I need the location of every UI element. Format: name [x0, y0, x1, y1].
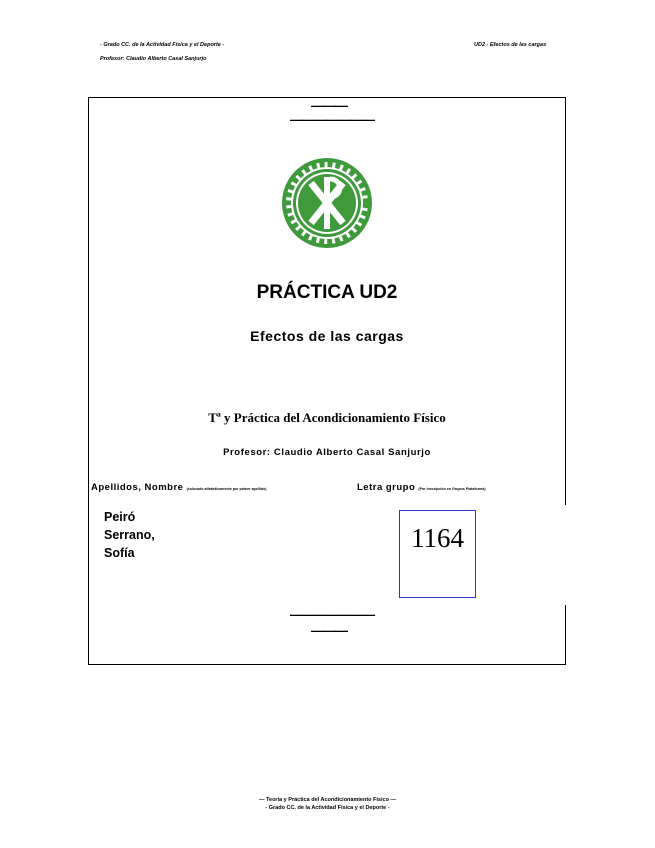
header-unit: UD2 - Efectos de las cargas — [474, 42, 547, 48]
name-label-note: (colocado alfabéticamente por primer apellido) — [186, 487, 267, 491]
bottom-dash-short: ——— — [311, 623, 347, 638]
professor-line: Profesor: Claudio Alberto Casal Sanjurjo — [223, 447, 431, 458]
top-dash-short: ——— — [311, 98, 347, 113]
page-title: PRÁCTICA UD2 — [256, 282, 398, 303]
group-number: 1164 — [411, 523, 464, 553]
university-seal-icon — [281, 157, 373, 249]
student-name: Peiró Serrano, Sofía — [104, 510, 155, 560]
name-label: Apellidos, Nombre (colocado alfabéticamente por primer apellido) — [91, 482, 267, 493]
header-professor: Profesor: Claudio Alberto Casal Sanjurjo — [100, 56, 207, 62]
group-label: Letra grupo (Por Inscripción en Grupos Plataforma) — [357, 482, 486, 493]
footer-course: — Teoría y Práctica del Acondicionamiento Físico — — [259, 797, 396, 803]
top-dash-long: ——————— — [290, 112, 374, 127]
course-name: Tª y Práctica del Acondicionamiento Físico — [208, 410, 446, 425]
header-grade: - Grado CC. de la Actividad Física y el Deporte - — [100, 42, 225, 48]
group-label-note: (Por Inscripción en Grupos Plataforma) — [418, 487, 486, 491]
footer-grade: - Grado CC. de la Actividad Física y el Deporte - — [265, 805, 390, 811]
bottom-dash-long: ——————— — [290, 607, 374, 622]
group-number-box — [399, 510, 476, 598]
page-subtitle: Efectos de las cargas — [250, 328, 404, 344]
